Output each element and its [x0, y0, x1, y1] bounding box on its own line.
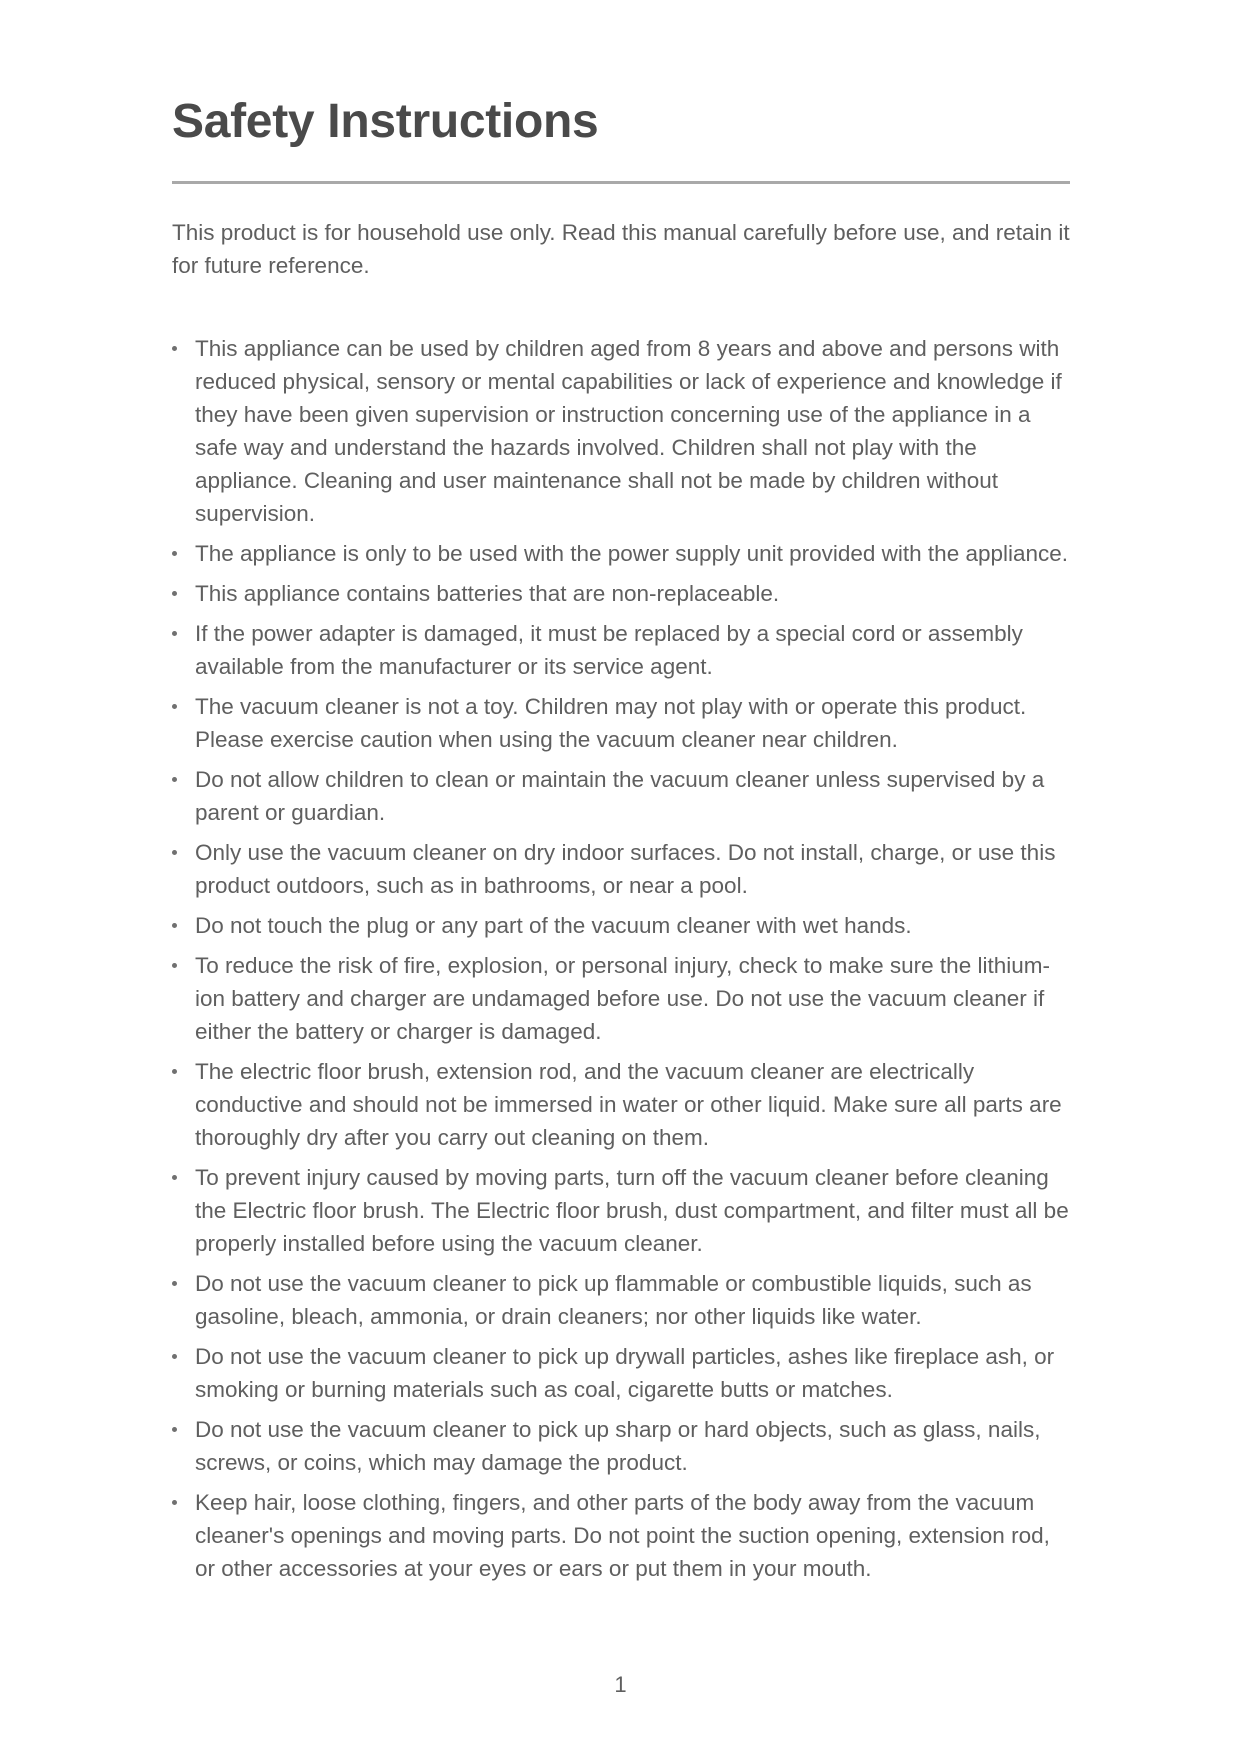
list-item-text: If the power adapter is damaged, it must be replaced by a special cord or assembly available from the manufacturer or its service agent. [195, 621, 1023, 679]
bullet-dot-icon [172, 1281, 177, 1286]
list-item [172, 690, 1072, 756]
bullet-dot-icon [172, 1427, 177, 1432]
intro-paragraph: This product is for household use only. Read this manual carefully before use, and retain it for future reference. [172, 220, 1070, 278]
list-item-text: The vacuum cleaner is not a toy. Children may not play with or operate this product. Please exercise caution when using the vacuum cleaner near children. [195, 694, 1027, 752]
page-title: Safety Instructions [172, 95, 599, 148]
bullet-dot-icon [172, 923, 177, 928]
list-item [172, 763, 1072, 829]
list-item [172, 949, 1072, 1048]
safety-bullet-list [172, 332, 1072, 1592]
list-item-text: To prevent injury caused by moving parts, turn off the vacuum cleaner before cleaning the Electric floor brush. The Electric floor brush, dust compartment, and filter must all be properly installed before using the vacuum cleaner. [195, 1165, 1069, 1256]
bullet-dot-icon [172, 704, 177, 709]
list-item [172, 577, 1072, 610]
list-item [172, 1267, 1072, 1333]
list-item [172, 909, 1072, 942]
list-item [172, 1161, 1072, 1260]
bullet-dot-icon [172, 346, 177, 351]
bullet-dot-icon [172, 591, 177, 596]
list-item-text: Do not use the vacuum cleaner to pick up flammable or combustible liquids, such as gasoline, bleach, ammonia, or drain cleaners; nor other liquids like water. [195, 1271, 1032, 1329]
list-item [172, 537, 1072, 570]
page-number: 1 [614, 1672, 627, 1697]
bullet-dot-icon [172, 777, 177, 782]
list-item-text: Do not use the vacuum cleaner to pick up sharp or hard objects, such as glass, nails, screws, or coins, which may damage the product. [195, 1417, 1041, 1475]
bullet-dot-icon [172, 963, 177, 968]
bullet-dot-icon [172, 631, 177, 636]
list-item [172, 332, 1072, 530]
list-item-text: Only use the vacuum cleaner on dry indoor surfaces. Do not install, charge, or use this product outdoors, such as in bathrooms, or near a pool. [195, 840, 1056, 898]
list-item-text: To reduce the risk of fire, explosion, or personal injury, check to make sure the lithium-ion battery and charger are undamaged before use. Do not use the vacuum cleaner if either the battery or charger is damaged. [195, 953, 1050, 1044]
list-item-text: Keep hair, loose clothing, fingers, and other parts of the body away from the vacuum cleaner's openings and moving parts. Do not point the suction opening, extension rod, or other accessories at your eyes or ears or put them in your mouth. [195, 1490, 1050, 1581]
list-item-text: The appliance is only to be used with the power supply unit provided with the appliance. [195, 541, 1069, 566]
list-item-text: This appliance can be used by children aged from 8 years and above and persons with reduced physical, sensory or mental capabilities or lack of experience and knowledge if they have been given supervision or instruction concerning use of the appliance in a safe way and understand the hazards involved. Children shall not play with the appliance. Cleaning and user maintenance shall not be made by children without supervision. [195, 336, 1062, 526]
bullet-dot-icon [172, 1069, 177, 1074]
list-item [172, 1486, 1072, 1585]
list-item [172, 836, 1072, 902]
list-item-text: This appliance contains batteries that are non-replaceable. [195, 581, 780, 606]
list-item [172, 617, 1072, 683]
bullet-dot-icon [172, 551, 177, 556]
list-item-text: Do not use the vacuum cleaner to pick up drywall particles, ashes like fireplace ash, or smoking or burning materials such as coal, cigarette butts or matches. [195, 1344, 1055, 1402]
list-item [172, 1413, 1072, 1479]
bullet-dot-icon [172, 1175, 177, 1180]
list-item-text: Do not allow children to clean or maintain the vacuum cleaner unless supervised by a parent or guardian. [195, 767, 1045, 825]
list-item-text: The electric floor brush, extension rod, and the vacuum cleaner are electrically conductive and should not be immersed in water or other liquid. Make sure all parts are thoroughly dry after you carry out cleaning on them. [195, 1059, 1062, 1150]
list-item-text: Do not touch the plug or any part of the vacuum cleaner with wet hands. [195, 913, 912, 938]
bullet-dot-icon [172, 1500, 177, 1505]
list-item [172, 1340, 1072, 1406]
bullet-dot-icon [172, 1354, 177, 1359]
bullet-dot-icon [172, 850, 177, 855]
list-item [172, 1055, 1072, 1154]
title-divider [172, 181, 1070, 184]
